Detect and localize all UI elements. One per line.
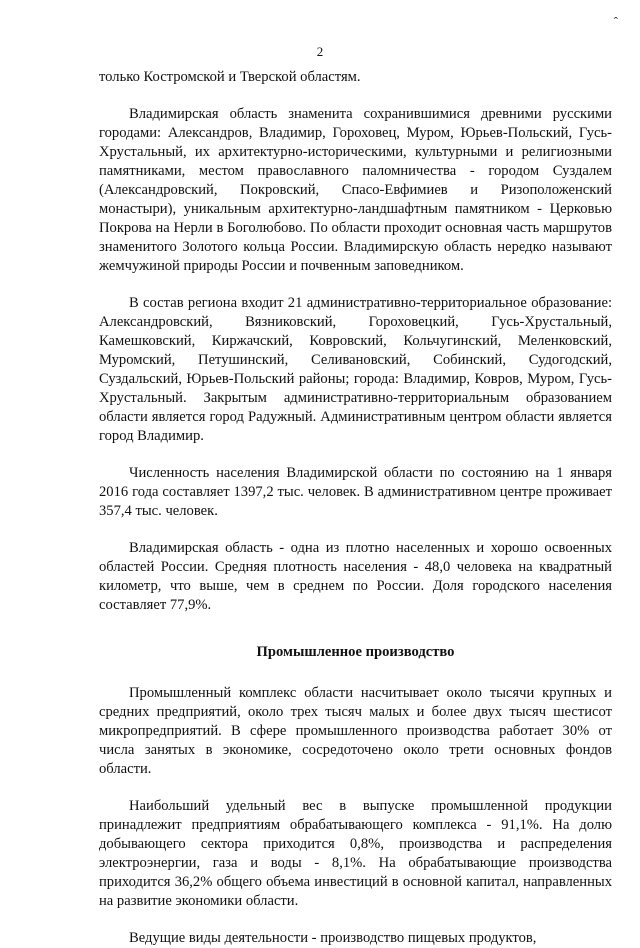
paragraph-administrative-units: В состав региона входит 21 административно-территориальное образование: Александровский, Вязниковский, Гороховецкий, Гусь-Хрустальный, Камешковский, Киржачский, Ковровский, Кольчугинский, Меленковский, Муромский, Петушинский, Селивановский, Собинский, Судогодский, Суздальский, Юрьев-Польский районы; города: Владимир, Ковров, Муром, Гусь-Хрустальный. Закрытым административно-территориальным образованием области является город Радужный. Административным центром области является город Владимир. bbox=[99, 295, 612, 444]
section-heading: Промышленное производство bbox=[256, 644, 455, 660]
paragraph-leading-activities: Ведущие виды деятельности - производство пищевых продуктов, bbox=[129, 930, 537, 946]
page-number: 2 bbox=[316, 44, 324, 59]
paragraph-continuation: только Костромской и Тверской областям. bbox=[99, 69, 361, 85]
paragraph-population: Численность населения Владимирской области по состоянию на 1 января 2016 года составляет 1397,2 тыс. человек. В административном центре проживает 357,4 тыс. человек. bbox=[99, 465, 612, 519]
paragraph-density: Владимирская область - одна из плотно населенных и хорошо освоенных областей России. Средняя плотность населения - 48,0 человека на квадратный километр, что выше, чем в среднем по России. Доля городского населения составляет 77,9%. bbox=[99, 540, 612, 613]
paragraph-industrial-complex: Промышленный комплекс области насчитывает около тысячи крупных и средних предприятий, около трех тысяч малых и более двух тысяч шестисот микропредприятий. В сфере промышленного производства работает 30% от числа занятых в экономике, сосредоточено около трети основных фондов области. bbox=[99, 685, 612, 777]
document-body bbox=[99, 68, 612, 948]
paragraph-cities: Владимирская область знаменита сохранившимися древними русскими городами: Александров, Владимир, Гороховец, Муром, Юрьев-Польский, Гусь-Хрустальный, их архитектурно-историческими, культурными и религиозными памятниками, местом православного паломничества - городом Суздалем (Александровский, Покровский, Спасо-Евфимиев и Ризоположенский монастыри), уникальным архитектурно-ландшафтным памятником - Церковью Покрова на Нерли в Боголюбово. По области проходит основная часть маршрутов знаменитого Золотого кольца России. Владимирскую область нередко называют жемчужиной природы России и почвенным заповедником. bbox=[99, 106, 612, 274]
paragraph-industrial-share: Наибольший удельный вес в выпуске промышленной продукции принадлежит предприятиям обрабатывающего комплекса - 91,1%. На долю добывающего сектора приходится 0,8%, производства и распределения электроэнергии, газа и воды - 8,1%. На обрабатывающие производства приходится 36,2% общего объема инвестиций в основной капитал, направленных на развитие экономики области. bbox=[99, 798, 612, 909]
corner-mark: ˆ bbox=[613, 14, 618, 29]
